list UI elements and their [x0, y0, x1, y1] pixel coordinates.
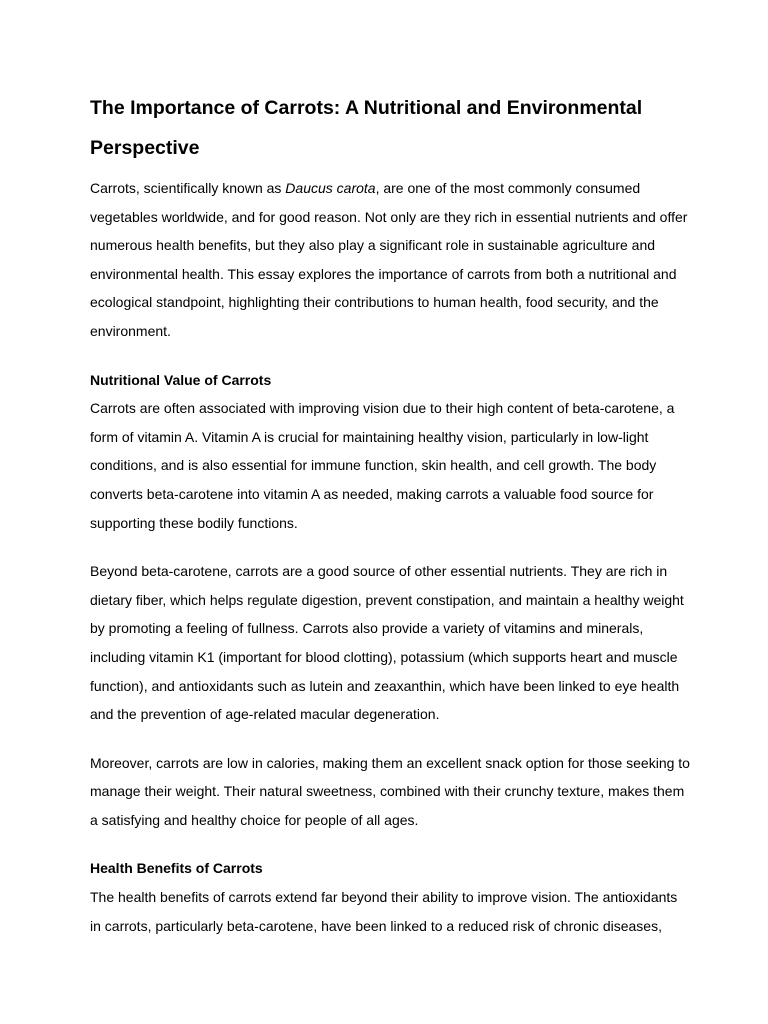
spacer: [90, 729, 690, 749]
intro-text-end: , are one of the most commonly consumed vegetables worldwide, and for good reason. Not only are they rich in essential nutrients and offer numerous health benefits, but they also play a significant role in sustainable agriculture and environmental health. This essay explores the importance of carrots from both a nutritional and ecological standpoint, highlighting their contributions to human health, food security, and the environment.: [90, 180, 688, 339]
spacer: [90, 834, 690, 854]
health-paragraph-1: The health benefits of carrots extend far beyond their ability to improve vision. The antioxidants in carrots, particularly beta-carotene, have been linked to a reduced risk of chronic diseases,: [90, 889, 678, 934]
nutritional-paragraph-2: Beyond beta-carotene, carrots are a good source of other essential nutrients. They are rich in dietary fiber, which helps regulate digestion, prevent constipation, and maintain a healthy weight by promoting a feeling of fullness. Carrots also provide a variety of vitamins and minerals, including vitamin K1 (important for blood clotting), potassium (which supports heart and muscle function), and antioxidants such as lutein and zeaxanthin, which have been linked to eye health and the prevention of age-related macular degeneration.: [90, 563, 684, 723]
intro-text-start: Carrots, scientifically known as: [90, 180, 286, 196]
spacer: [90, 346, 690, 366]
document-body: [90, 88, 690, 940]
intro-paragraph: [90, 174, 690, 346]
section-heading-nutritional-value: Nutritional Value of Carrots: [90, 371, 272, 388]
nutritional-paragraph-1: Carrots are often associated with improving vision due to their high content of beta-carotene, a form of vitamin A. Vitamin A is crucial for maintaining healthy vision, particularly in low-light conditions, and is also essential for immune function, skin health, and cell growth. The body converts beta-carotene into vitamin A as needed, making carrots a valuable food source for supporting these bodily functions.: [90, 400, 675, 531]
document-title: The Importance of Carrots: A Nutritional and Environmental Perspective: [90, 97, 643, 159]
section-heading-health-benefits: Health Benefits of Carrots: [90, 860, 263, 877]
scientific-name: Daucus carota: [285, 180, 376, 196]
nutritional-paragraph-3: Moreover, carrots are low in calories, making them an excellent snack option for those seeking to manage their weight. Their natural sweetness, combined with their crunchy texture, makes them a satisfying and healthy choice for people of all ages.: [90, 754, 690, 828]
spacer: [90, 537, 690, 557]
